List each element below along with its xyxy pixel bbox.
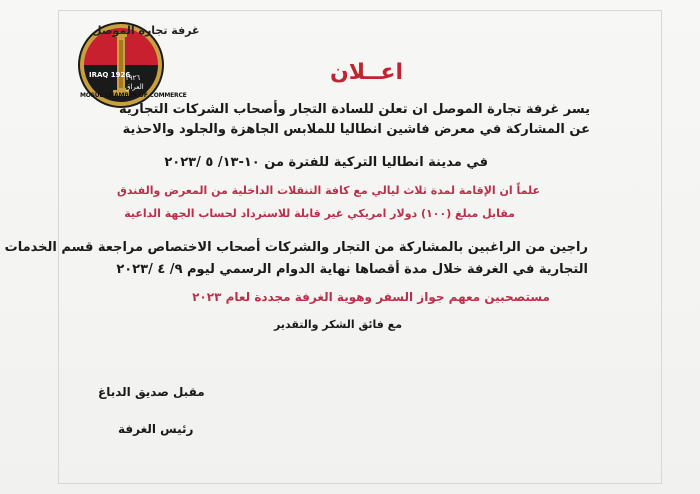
- logo-iraq-year: IRAQ 1926: [89, 71, 131, 79]
- logo-english-name: MOSUL CHAMBER OF COMMERCE: [80, 92, 187, 99]
- signatory-position: رئيس الغرفة: [118, 422, 194, 436]
- body-line-3: في مدينة انطاليا التركية للفترة من ١٠-١٣/ ٥ /٢٠٢٣: [164, 155, 488, 170]
- body-line-1: يسر غرفة تجارة الموصل ان تعلن للسادة التجار وأصحاب الشركات التجارية: [119, 102, 590, 117]
- body-line-2: عن المشاركة في معرض فاشين انطاليا للملابس الجاهزة والجلود والاحذية: [122, 122, 590, 137]
- closing-line: مع فائق الشكر والتقدير: [274, 318, 402, 331]
- note-line-2: مقابل مبلغ (١٠٠) دولار امريكي غير قابلة للاسترداد لحساب الجهة الداعية: [124, 207, 515, 220]
- logo-arabic-name: غرفة تجارة الموصل: [92, 24, 200, 37]
- announcement-title: اعــلان: [330, 60, 404, 85]
- logo-country-ar: العراق: [125, 83, 144, 91]
- logo-year-hijri: ١٩٢٦: [125, 74, 141, 82]
- chamber-logo: [76, 20, 200, 110]
- body-line-7: التجارية في الغرفة خلال مدة أقصاها نهاية الدوام الرسمي ليوم ٩/ ٤ /٢٠٢٣: [116, 262, 588, 277]
- body-line-6: راجين من الراغبين بالمشاركة من التجار والشركات أصحاب الاختصاص مراجعة قسم الخدمات: [4, 240, 588, 255]
- signatory-name: مقبل صديق الدباغ: [98, 385, 205, 399]
- note-line-1: علماً ان الإقامة لمدة ثلاث ليالي مع كافة التنقلات الداخلية من المعرض والفندق: [116, 184, 540, 197]
- requirements-line: مستصحبين معهم جواز السفر وهوية الغرفة مجددة لعام ٢٠٢٣: [192, 290, 550, 304]
